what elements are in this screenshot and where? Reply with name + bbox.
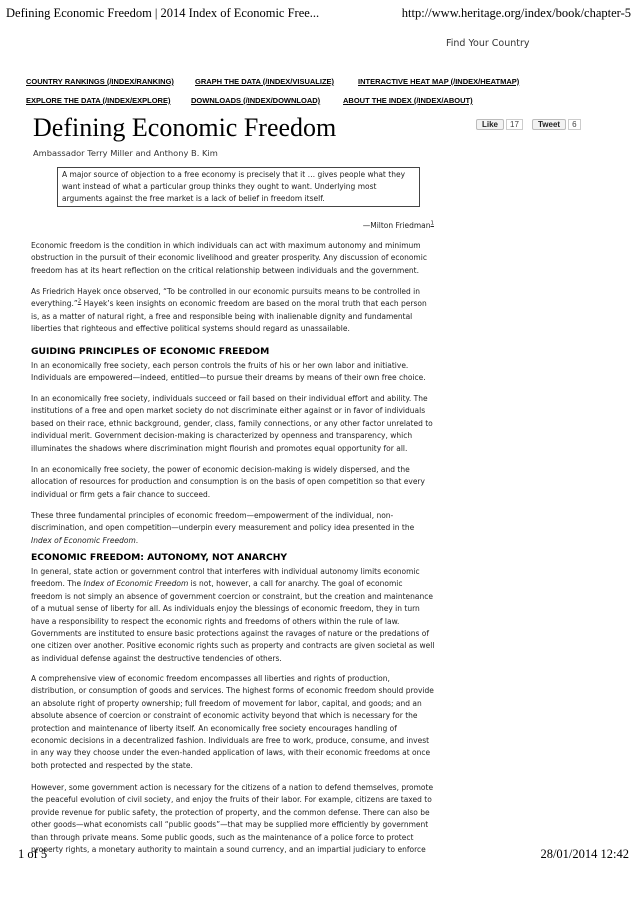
paragraph-hayek-text-b: Hayek’s keen insights on economic freedom are based on the moral truth that each person is, as a matter of natural right, a free and responsible being with inalienable dignity and fundamental liberties that righteous and effective political systems should regard as unassailable. [31,299,427,334]
index-title-emphasis: Index of Economic Freedom [83,579,189,589]
heading-guiding-principles: GUIDING PRINCIPLES OF ECONOMIC FREEDOM [31,346,270,357]
paragraph-hayek [31,286,435,336]
nav-graph-the-data[interactable]: GRAPH THE DATA (/INDEX/VISUALIZE) [195,77,335,86]
paragraph-principle-nondiscrimination: In an economically free society, individuals succeed or fail based on their individual effort and ability. The institutions of a free and open market society do not discriminate either against or in favor of individuals based on their race, ethnic background, gender, class, family connections, or any other factor unrelated to individual merit. Government decision-making is characterized by openness and transparency, which illuminates the shadows where discrimination might flourish and promotes equal opportunity for all. [31,394,433,453]
paragraph-intro: Economic freedom is the condition in which individuals can act with maximum autonomy and minimum obstruction in the pursuit of their economic livelihood and greater prosperity. Any discussion of economic freedom has at its heart reflection on the critical relationship between individuals and the government. [31,241,427,275]
paragraph-principle-empowerment: In an economically free society, each person controls the fruits of his or her own labor and initiative. Individuals are empowered—indeed, entitled—to pursue their dreams by means of their own free choice. [31,361,426,383]
paragraph-autonomy-text-a: In general, state action or government control that interferes with individual autonomy limits economic freedom. The [31,567,420,589]
footnote-ref-1[interactable]: 1 [430,220,434,227]
like-widget[interactable] [476,119,523,130]
tweet-widget[interactable] [532,119,581,130]
index-title-emphasis: Index of Economic Freedom [31,535,136,545]
tweet-count: 6 [568,119,580,130]
nav-downloads[interactable]: DOWNLOADS (/INDEX/DOWNLOAD) [191,96,321,105]
print-timestamp: 28/01/2014 12:42 [540,847,629,861]
epigraph-quote: A major source of objection to a free economy is precisely that it … gives people what they want instead of what a particular group thinks they ought to want. Underlying most arguments against the free market is a lack of belief in freedom itself. [57,167,420,207]
quote-attribution-text: —Milton Friedman [362,221,431,230]
paragraph-three-principles [31,510,435,547]
paragraph-three-principles-text: These three fundamental principles of economic freedom—empowerment of the individual, non-discrimination, and open competition—underpin every measurement and policy idea presented in the [31,511,415,533]
browser-page-title: Defining Economic Freedom | 2014 Index of Economic Free... [6,6,320,20]
footnote-ref-2[interactable]: 2 [77,298,82,305]
page-number: 1 of 5 [18,847,48,861]
like-count: 17 [506,119,523,130]
nav-country-rankings[interactable]: COUNTRY RANKINGS (/INDEX/RANKING) [26,77,174,86]
heading-autonomy-not-anarchy: ECONOMIC FREEDOM: AUTONOMY, NOT ANARCHY [31,552,288,563]
paragraph-government-action: However, some government action is necessary for the citizens of a nation to defend themselves, promote the peaceful evolution of civil society, and enjoy the fruits of their labor. For example, citizens are taxed to provide revenue for public safety, the protection of property, and the common defense. There can also be other goods—what economists call “public goods”—that may be supplied more efficiently by government than through private means. Some public goods, such as the maintenance of a police force to protect property rights, a monetary authority to maintain a sound currency, and an impartial judiciary to enforce [31,783,434,855]
paragraph-hayek-text-a: As Friedrich Hayek once observed, “To be controlled in our economic pursuits means to be controlled in everything.” [31,287,421,309]
paragraph-end-period: . [135,535,139,545]
quote-attribution [363,221,434,230]
tweet-button[interactable]: Tweet [532,119,566,130]
paragraph-autonomy-text-b: is not, however, a call for anarchy. The goal of economic freedom is not simply an absence of government coercion or constraint, but the creation and maintenance of a mutual sense of liberty for all. As individuals enjoy the blessings of economic freedom, they in turn have a responsibility to respect the economic rights and freedoms of others within the rule of law. Governments are instituted to ensure basic protections against the ravages of nature or the predations of one citizen over another. Positive economic rights such as property and contracts are given societal as well as individual defense against the destructive tendencies of others. [31,579,435,663]
like-button[interactable]: Like [476,119,504,130]
page-title: Defining Economic Freedom [33,113,337,142]
nav-explore-the-data[interactable]: EXPLORE THE DATA (/INDEX/EXPLORE) [26,96,171,105]
nav-interactive-heat-map[interactable]: INTERACTIVE HEAT MAP (/INDEX/HEATMAP) [358,77,520,86]
paragraph-comprehensive-view: A comprehensive view of economic freedom encompasses all liberties and rights of production, distribution, or consumption of goods and services. The highest forms of economic freedom should provide an absolute right of property ownership; full freedom of movement for labor, capital, and goods; and an absolute absence of coercion or constraint of economic activity beyond that which is necessary for the protection and maintenance of liberty itself. An economically free society encourages handling of economic decisions in a decentralized fashion. Individuals are free to work, produce, consume, and invest in any way they choose under the even-handed application of laws, with their economic freedoms at once both protected and respected by the state. [31,674,434,770]
article-authors: Ambassador Terry Miller and Anthony B. Kim [33,148,218,158]
find-your-country-link[interactable]: Find Your Country [446,38,530,49]
paragraph-autonomy [31,566,435,665]
browser-url[interactable]: http://www.heritage.org/index/book/chapter-5 [401,6,631,20]
nav-about-the-index[interactable]: ABOUT THE INDEX (/INDEX/ABOUT) [343,96,473,105]
paragraph-principle-competition: In an economically free society, the power of economic decision-making is widely dispersed, and the allocation of resources for production and consumption is on the basis of open competition so that every individual or firm gets a fair chance to succeed. [31,465,425,499]
